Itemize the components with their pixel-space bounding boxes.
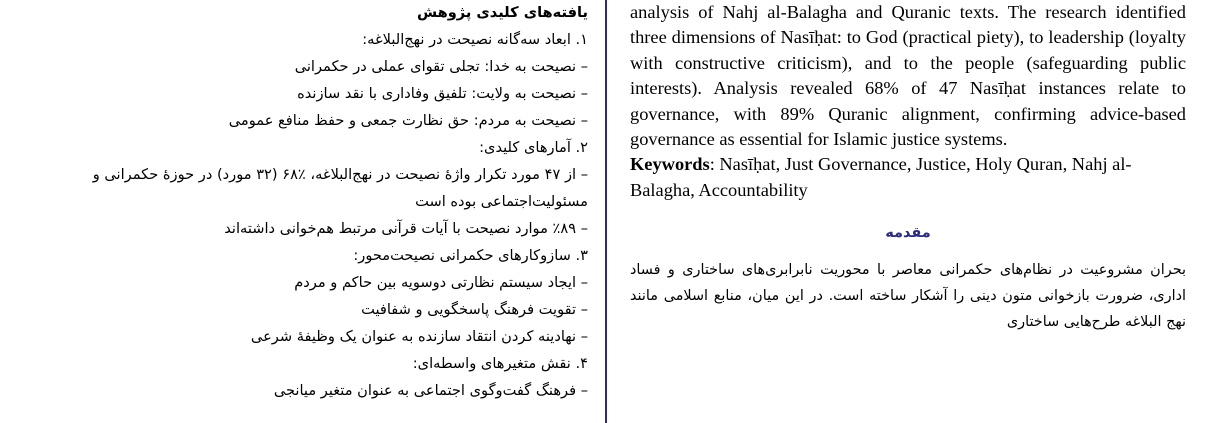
introduction-paragraph: بحران مشروعیت در نظام‌های حکمرانی معاصر با محوریت نابرابری‌های ساختاری و فساد اداری، ضرورت بازخوانی متون دینی را آشکار ساخته است. در این میان، منابع اسلامی مانند نهج البلاغه طرح‌هایی ساختاری xyxy=(630,261,1186,330)
findings-item: ۳. سازوکارهای حکمرانی نصیحت‌محور: xyxy=(353,247,588,264)
findings-item: – نصیحت به مردم: حق نظارت جمعی و حفظ منافع عمومی xyxy=(228,112,588,129)
english-column xyxy=(620,0,1198,335)
keywords-label: Keywords xyxy=(630,154,710,175)
findings-item: – ٪۸۹ موارد نصیحت با آیات قرآنی مرتبط هم‌خوانی داشته‌اند xyxy=(224,220,588,237)
keywords-line xyxy=(630,152,1186,203)
findings-item: – از ۴۷ مورد تکرار واژهٔ نصیحت در نهج‌البلاغه، ٪۶۸ (۳۲ مورد) در حوزهٔ حکمرانی و مسئولیت‌اجتماعی بوده است xyxy=(92,166,588,210)
keywords-separator: : xyxy=(709,154,720,175)
findings-item: – فرهنگ گفت‌وگوی اجتماعی به عنوان متغیر میانجی xyxy=(273,382,588,399)
findings-item: – تقویت فرهنگ پاسخگویی و شفافیت xyxy=(361,301,588,318)
section-spacer xyxy=(630,203,1186,221)
introduction-heading: مقدمه xyxy=(885,225,931,242)
findings-item: – نصیحت به خدا: تجلی تقوای عملی در حکمرانی xyxy=(294,58,588,75)
column-divider xyxy=(605,0,607,423)
findings-item: – نصیحت به ولایت: تلفیق وفاداری با نقد سازنده xyxy=(297,85,588,102)
findings-item: ۴. نقش متغیرهای واسطه‌ای: xyxy=(412,355,588,372)
abstract-paragraph: analysis of Nahj al-Balagha and Quranic texts. The research identified three dimensions of Nasīḥat: to God (practical piety), to leadership (loyalty with constructive criticism), and to the people (safeguarding public interests). Analysis revealed 68% of 47 Nasīḥat instances relate to governance, with 89% Quranic alignment, confirming advice-based governance as essential for Islamic justice systems. xyxy=(630,2,1186,150)
findings-heading: یافته‌های کلیدی پژوهش xyxy=(416,4,588,21)
findings-item: ۱. ابعاد سه‌گانه نصیحت در نهج‌البلاغه: xyxy=(362,31,588,48)
persian-column xyxy=(0,0,596,404)
findings-item: ۲. آمارهای کلیدی: xyxy=(479,139,588,156)
keywords-value: Nasīḥat, Just Governance, Justice, Holy Quran, Nahj al-Balagha, Accountability xyxy=(630,154,1132,200)
findings-item: – نهادینه کردن انتقاد سازنده به عنوان یک وظیفهٔ شرعی xyxy=(250,328,588,345)
heading-spacer xyxy=(630,247,1186,257)
findings-item: – ایجاد سیستم نظارتی دوسویه بین حاکم و مردم xyxy=(294,274,588,291)
